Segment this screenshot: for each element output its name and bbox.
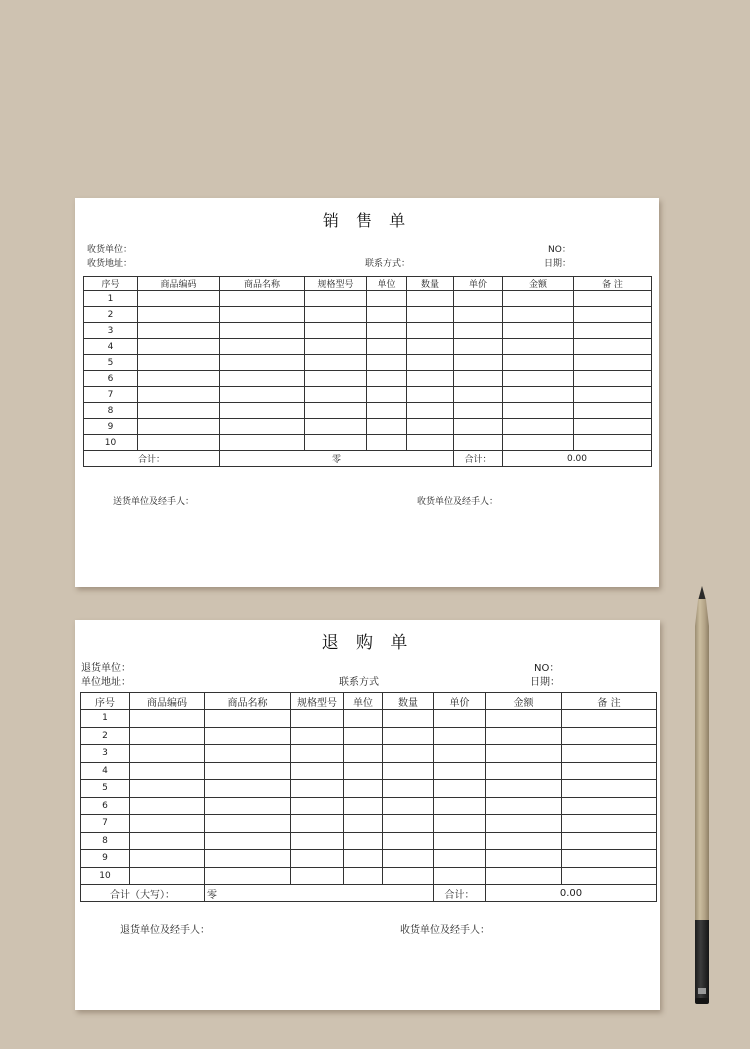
pencil-icon	[693, 586, 711, 1006]
col-header-code: 商品编码	[130, 693, 205, 710]
table-cell[interactable]	[305, 419, 367, 435]
col-header-name: 商品名称	[220, 277, 305, 291]
table-cell[interactable]	[138, 307, 220, 323]
table-row	[84, 403, 652, 419]
table-cell[interactable]	[220, 307, 305, 323]
table-cell[interactable]	[367, 387, 407, 403]
table-cell[interactable]	[291, 780, 344, 798]
table-cell[interactable]	[407, 419, 454, 435]
table-cell[interactable]	[407, 339, 454, 355]
table-header-row	[84, 277, 652, 291]
unit-address-label: 单位地址：	[81, 677, 131, 688]
table-cell[interactable]	[138, 371, 220, 387]
table-cell[interactable]	[130, 745, 205, 763]
table-cell[interactable]	[562, 727, 657, 745]
table-cell[interactable]	[138, 355, 220, 371]
table-cell[interactable]	[454, 323, 503, 339]
table-cell[interactable]	[220, 291, 305, 307]
total-amount[interactable]: 0.00	[503, 451, 652, 467]
table-cell[interactable]	[383, 710, 434, 728]
table-cell[interactable]	[503, 355, 574, 371]
table-cell[interactable]	[205, 780, 291, 798]
table-cell[interactable]	[138, 291, 220, 307]
table-cell[interactable]	[454, 339, 503, 355]
col-header-amount: 金额	[503, 277, 574, 291]
return-order-sheet	[75, 620, 660, 1010]
table-cell[interactable]	[205, 710, 291, 728]
table-cell[interactable]	[503, 419, 574, 435]
table-cell[interactable]	[562, 710, 657, 728]
col-header-unit: 单位	[367, 277, 407, 291]
table-cell[interactable]	[383, 815, 434, 833]
col-header-note: 备 注	[574, 277, 652, 291]
table-cell[interactable]	[205, 727, 291, 745]
table-cell[interactable]	[130, 780, 205, 798]
row-index: 6	[84, 371, 138, 387]
row-index: 2	[81, 727, 130, 745]
table-cell[interactable]	[454, 355, 503, 371]
table-cell[interactable]	[486, 710, 562, 728]
table-cell[interactable]	[383, 727, 434, 745]
table-cell[interactable]	[503, 307, 574, 323]
table-cell[interactable]	[562, 815, 657, 833]
row-index: 2	[84, 307, 138, 323]
col-header-qty: 数量	[407, 277, 454, 291]
table-cell[interactable]	[434, 745, 486, 763]
table-row	[81, 815, 657, 833]
table-cell[interactable]	[407, 371, 454, 387]
table-cell[interactable]	[574, 403, 652, 419]
table-cell[interactable]	[454, 435, 503, 451]
table-cell[interactable]	[138, 435, 220, 451]
table-cell[interactable]	[486, 745, 562, 763]
date-label: 日期：	[544, 259, 572, 269]
table-cell[interactable]	[574, 387, 652, 403]
table-cell[interactable]	[138, 419, 220, 435]
table-cell[interactable]	[562, 850, 657, 868]
table-cell[interactable]	[130, 710, 205, 728]
table-cell[interactable]	[130, 850, 205, 868]
return-items-table	[80, 692, 657, 902]
sales-items-table	[83, 276, 652, 467]
table-cell[interactable]	[434, 727, 486, 745]
row-index: 5	[81, 780, 130, 798]
table-cell[interactable]	[574, 419, 652, 435]
table-row	[81, 727, 657, 745]
sender-signature-label: 送货单位及经手人：	[113, 497, 195, 507]
date-label: 日期：	[530, 677, 560, 688]
table-row	[81, 850, 657, 868]
table-cell[interactable]	[305, 307, 367, 323]
table-cell[interactable]	[562, 867, 657, 885]
table-cell[interactable]	[454, 387, 503, 403]
total-label-2: 合计：	[434, 885, 486, 902]
table-cell[interactable]	[407, 435, 454, 451]
table-cell[interactable]	[434, 832, 486, 850]
col-header-amount: 金额	[486, 693, 562, 710]
row-index: 10	[84, 435, 138, 451]
table-cell[interactable]	[344, 710, 383, 728]
table-row	[84, 435, 652, 451]
table-cell[interactable]	[130, 832, 205, 850]
return-unit-label: 退货单位：	[81, 663, 131, 674]
receiver-signature-label: 收货单位及经手人：	[417, 497, 499, 507]
table-cell[interactable]	[454, 307, 503, 323]
col-header-index: 序号	[84, 277, 138, 291]
table-row	[84, 323, 652, 339]
table-cell[interactable]	[434, 850, 486, 868]
table-cell[interactable]	[486, 727, 562, 745]
table-cell[interactable]	[220, 339, 305, 355]
receiver-unit-label: 收货单位：	[87, 245, 133, 255]
table-cell[interactable]	[220, 403, 305, 419]
table-cell[interactable]	[574, 355, 652, 371]
row-index: 7	[81, 815, 130, 833]
table-row	[81, 762, 657, 780]
table-cell[interactable]	[205, 762, 291, 780]
table-cell[interactable]	[486, 867, 562, 885]
table-cell[interactable]	[305, 387, 367, 403]
table-cell[interactable]	[344, 815, 383, 833]
sales-order-title: 销 售 单	[322, 211, 412, 230]
col-header-spec: 规格型号	[305, 277, 367, 291]
table-cell[interactable]	[503, 387, 574, 403]
table-cell[interactable]	[574, 435, 652, 451]
table-cell[interactable]	[574, 307, 652, 323]
table-cell[interactable]	[305, 339, 367, 355]
table-cell[interactable]	[574, 371, 652, 387]
row-index: 8	[84, 403, 138, 419]
total-amount[interactable]: 0.00	[486, 885, 657, 902]
table-row	[84, 339, 652, 355]
table-cell[interactable]	[367, 323, 407, 339]
table-cell[interactable]	[367, 403, 407, 419]
table-cell[interactable]	[291, 745, 344, 763]
row-index: 1	[81, 710, 130, 728]
table-cell[interactable]	[454, 403, 503, 419]
table-cell[interactable]	[305, 403, 367, 419]
total-label: 合计：	[84, 451, 220, 467]
table-cell[interactable]	[574, 339, 652, 355]
receiver-address-label: 收货地址：	[87, 259, 133, 269]
table-cell[interactable]	[344, 850, 383, 868]
table-cell[interactable]	[407, 307, 454, 323]
table-row	[81, 745, 657, 763]
table-cell[interactable]	[205, 815, 291, 833]
table-cell[interactable]	[434, 762, 486, 780]
return-order-title: 退 购 单	[321, 633, 414, 653]
table-cell[interactable]	[220, 371, 305, 387]
table-cell[interactable]	[291, 762, 344, 780]
col-header-index: 序号	[81, 693, 130, 710]
table-cell[interactable]	[562, 745, 657, 763]
table-cell[interactable]	[434, 710, 486, 728]
table-cell[interactable]	[454, 419, 503, 435]
table-cell[interactable]	[407, 323, 454, 339]
table-cell[interactable]	[344, 745, 383, 763]
table-cell[interactable]	[383, 867, 434, 885]
table-row	[81, 797, 657, 815]
table-cell[interactable]	[367, 371, 407, 387]
table-cell[interactable]	[407, 291, 454, 307]
table-cell[interactable]	[291, 850, 344, 868]
table-cell[interactable]	[434, 867, 486, 885]
col-header-price: 单价	[434, 693, 486, 710]
table-cell[interactable]	[503, 291, 574, 307]
table-cell[interactable]	[562, 780, 657, 798]
table-cell[interactable]	[138, 387, 220, 403]
row-index: 4	[81, 762, 130, 780]
table-cell[interactable]	[486, 850, 562, 868]
table-cell[interactable]	[407, 387, 454, 403]
table-row	[81, 832, 657, 850]
table-cell[interactable]	[220, 435, 305, 451]
order-no-label: NO：	[548, 245, 571, 255]
table-cell[interactable]	[205, 850, 291, 868]
table-cell[interactable]	[367, 307, 407, 323]
table-cell[interactable]	[138, 323, 220, 339]
table-cell[interactable]	[434, 815, 486, 833]
table-cell[interactable]	[291, 710, 344, 728]
total-in-words[interactable]: 零	[220, 451, 454, 467]
row-index: 9	[81, 850, 130, 868]
col-header-note: 备 注	[562, 693, 657, 710]
table-cell[interactable]	[434, 797, 486, 815]
table-cell[interactable]	[344, 832, 383, 850]
row-index: 8	[81, 832, 130, 850]
table-cell[interactable]	[383, 745, 434, 763]
table-cell[interactable]	[291, 867, 344, 885]
table-cell[interactable]	[220, 387, 305, 403]
col-header-price: 单价	[454, 277, 503, 291]
contact-label: 联系方式：	[365, 259, 411, 269]
table-cell[interactable]	[503, 435, 574, 451]
table-row	[84, 307, 652, 323]
col-header-name: 商品名称	[205, 693, 291, 710]
total-label-2: 合计：	[454, 451, 503, 467]
table-cell[interactable]	[562, 797, 657, 815]
table-cell[interactable]	[574, 291, 652, 307]
table-cell[interactable]	[205, 797, 291, 815]
receiver-signature-label: 收货单位及经手人：	[400, 925, 490, 936]
table-cell[interactable]	[562, 832, 657, 850]
table-cell[interactable]	[503, 403, 574, 419]
table-cell[interactable]	[291, 727, 344, 745]
table-row	[84, 387, 652, 403]
table-cell[interactable]	[454, 371, 503, 387]
table-cell[interactable]	[344, 727, 383, 745]
table-cell[interactable]	[220, 419, 305, 435]
table-cell[interactable]	[130, 867, 205, 885]
table-cell[interactable]	[503, 371, 574, 387]
table-cell[interactable]	[344, 780, 383, 798]
col-header-qty: 数量	[383, 693, 434, 710]
table-cell[interactable]	[344, 867, 383, 885]
table-cell[interactable]	[220, 355, 305, 371]
table-cell[interactable]	[305, 355, 367, 371]
table-cell[interactable]	[367, 435, 407, 451]
row-index: 1	[84, 291, 138, 307]
table-row	[81, 710, 657, 728]
table-cell[interactable]	[205, 867, 291, 885]
table-cell[interactable]	[305, 435, 367, 451]
table-cell[interactable]	[367, 355, 407, 371]
table-row	[81, 780, 657, 798]
table-cell[interactable]	[562, 762, 657, 780]
table-cell[interactable]	[305, 371, 367, 387]
table-cell[interactable]	[367, 339, 407, 355]
table-total-row	[81, 885, 657, 902]
col-header-unit: 单位	[344, 693, 383, 710]
table-cell[interactable]	[130, 797, 205, 815]
table-cell[interactable]	[130, 762, 205, 780]
table-cell[interactable]	[220, 323, 305, 339]
table-cell[interactable]	[383, 762, 434, 780]
table-cell[interactable]	[138, 403, 220, 419]
table-cell[interactable]	[305, 291, 367, 307]
total-label: 合计（大写）：	[81, 885, 205, 902]
table-cell[interactable]	[367, 291, 407, 307]
col-header-spec: 规格型号	[291, 693, 344, 710]
row-index: 3	[81, 745, 130, 763]
row-index: 6	[81, 797, 130, 815]
table-cell[interactable]	[205, 832, 291, 850]
table-cell[interactable]	[344, 762, 383, 780]
table-cell[interactable]	[130, 815, 205, 833]
table-cell[interactable]	[574, 323, 652, 339]
table-cell[interactable]	[383, 832, 434, 850]
table-cell[interactable]	[503, 323, 574, 339]
order-no-label: NO：	[534, 663, 560, 674]
row-index: 5	[84, 355, 138, 371]
table-row	[84, 419, 652, 435]
table-cell[interactable]	[486, 797, 562, 815]
table-cell[interactable]	[291, 832, 344, 850]
row-index: 7	[84, 387, 138, 403]
table-cell[interactable]	[486, 762, 562, 780]
table-row	[84, 355, 652, 371]
table-cell[interactable]	[130, 727, 205, 745]
table-cell[interactable]	[383, 850, 434, 868]
table-cell[interactable]	[205, 745, 291, 763]
sales-order-sheet	[75, 198, 659, 587]
row-index: 4	[84, 339, 138, 355]
table-cell[interactable]	[291, 797, 344, 815]
row-index: 10	[81, 867, 130, 885]
table-cell[interactable]	[367, 419, 407, 435]
table-cell[interactable]	[291, 815, 344, 833]
col-header-code: 商品编码	[138, 277, 220, 291]
row-index: 9	[84, 419, 138, 435]
table-cell[interactable]	[486, 815, 562, 833]
table-cell[interactable]	[503, 339, 574, 355]
table-row	[81, 867, 657, 885]
row-index: 3	[84, 323, 138, 339]
table-row	[84, 371, 652, 387]
table-row	[84, 291, 652, 307]
table-cell[interactable]	[383, 797, 434, 815]
table-cell[interactable]	[138, 339, 220, 355]
table-header-row	[81, 693, 657, 710]
table-cell[interactable]	[407, 355, 454, 371]
contact-label: 联系方式	[339, 677, 379, 688]
total-in-words[interactable]: 零	[205, 885, 434, 902]
table-cell[interactable]	[383, 780, 434, 798]
returner-signature-label: 退货单位及经手人：	[120, 925, 210, 936]
table-cell[interactable]	[344, 797, 383, 815]
table-total-row	[84, 451, 652, 467]
table-cell[interactable]	[486, 832, 562, 850]
table-cell[interactable]	[305, 323, 367, 339]
table-cell[interactable]	[454, 291, 503, 307]
table-cell[interactable]	[434, 780, 486, 798]
table-cell[interactable]	[407, 403, 454, 419]
table-cell[interactable]	[486, 780, 562, 798]
